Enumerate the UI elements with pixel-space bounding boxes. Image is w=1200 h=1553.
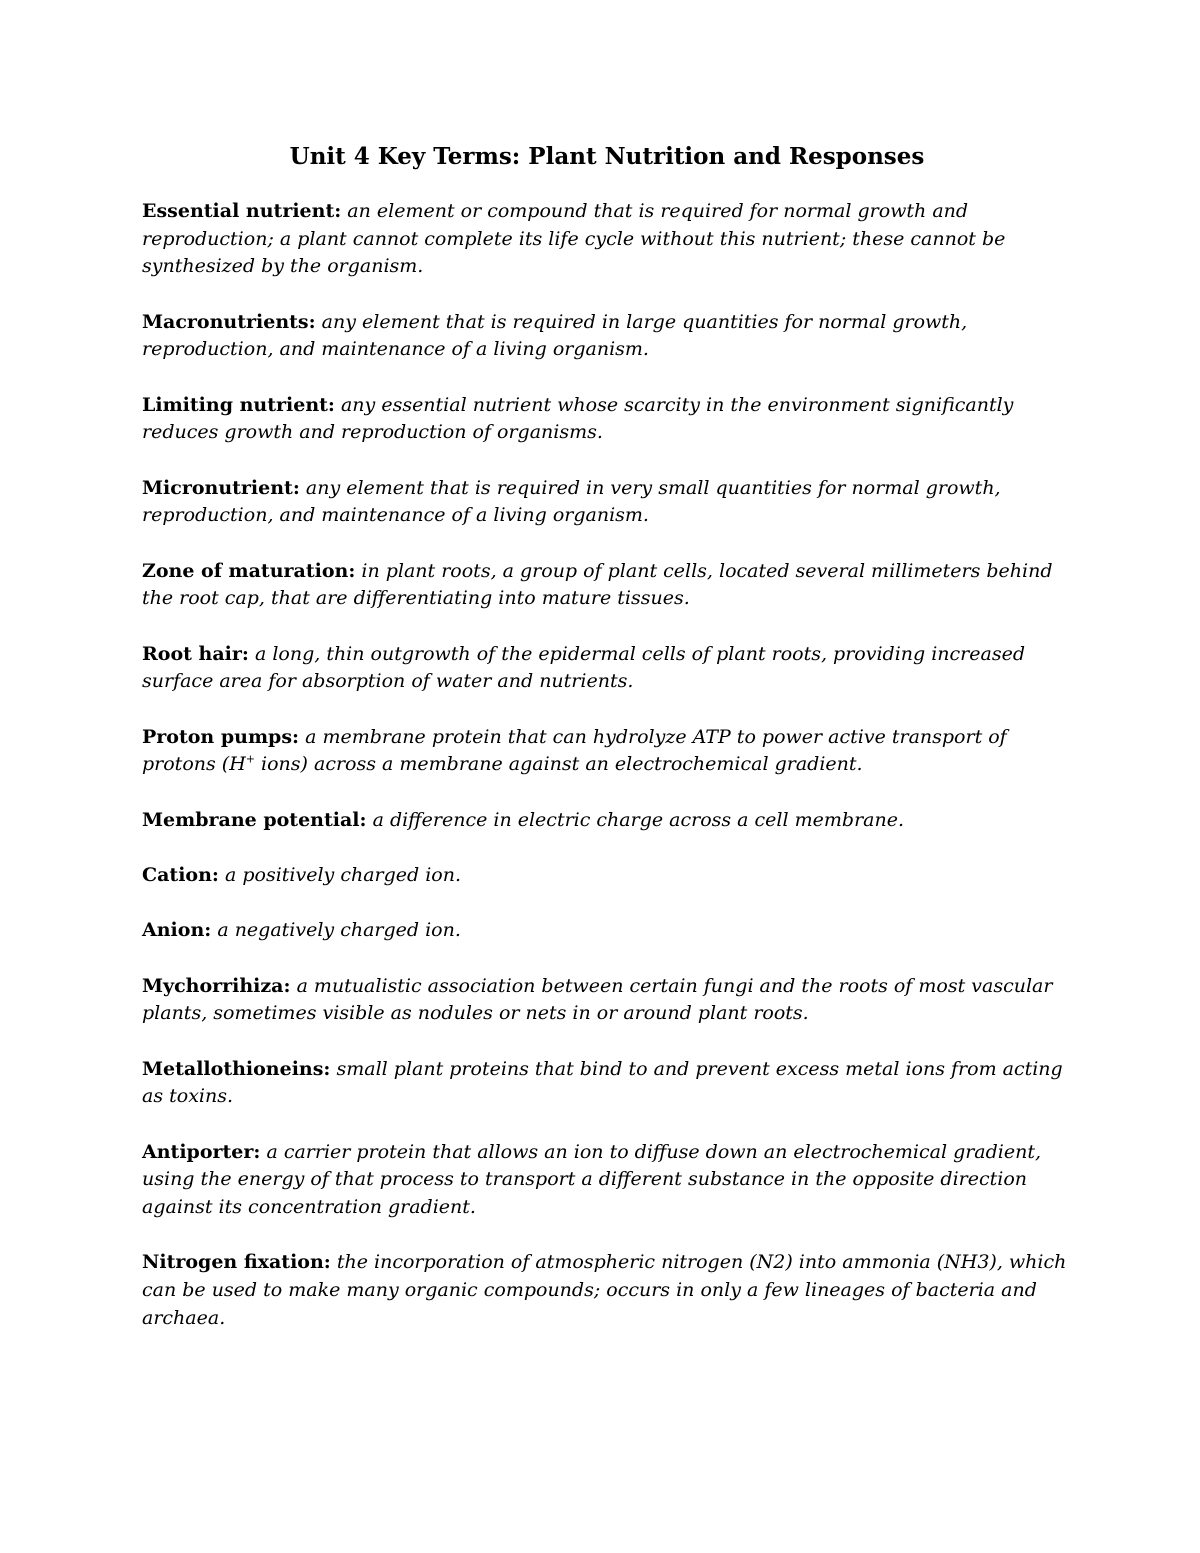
term-name: Essential nutrient: bbox=[142, 200, 342, 222]
term-definition: a long, thin outgrowth of the epidermal cells of plant roots, providing increased surface area for absorption of water and nutrients. bbox=[142, 642, 1025, 693]
term-definition: any essential nutrient whose scarcity in the environment significantly reduces growth and reproduction of organisms. bbox=[142, 393, 1014, 444]
term-name: Metallothioneins: bbox=[142, 1057, 331, 1080]
term-name: Zone of maturation: bbox=[142, 559, 356, 582]
term-zone-of-maturation bbox=[142, 558, 1072, 613]
term-definition: an element or compound that is required for normal growth and reproduction; a plant cannot complete its life cycle without this nutrient; these cannot be synthesized by the organism. bbox=[142, 200, 1006, 278]
term-essential-nutrient bbox=[142, 198, 1072, 281]
term-name: Membrane potential: bbox=[142, 808, 367, 831]
term-definition: small plant proteins that bind to and prevent excess metal ions from acting as toxins. bbox=[142, 1057, 1063, 1108]
term-definition: a positively charged ion. bbox=[224, 864, 462, 886]
term-name: Mychorrihiza: bbox=[142, 974, 291, 997]
term-macronutrients bbox=[142, 309, 1072, 364]
term-definition: a difference in electric charge across a cell membrane. bbox=[372, 808, 904, 831]
term-anion bbox=[142, 917, 1072, 945]
term-metallothioneins bbox=[142, 1056, 1072, 1111]
term-micronutrient bbox=[142, 475, 1072, 530]
term-nitrogen-fixation bbox=[142, 1249, 1072, 1332]
term-name: Macronutrients: bbox=[142, 310, 316, 333]
term-name: Antiporter: bbox=[142, 1140, 261, 1163]
term-definition: a mutualistic association between certain fungi and the roots of most vascular plants, sometimes visible as nodules or nets in or around plant roots. bbox=[142, 974, 1053, 1025]
term-definition: in plant roots, a group of plant cells, located several millimeters behind the root cap, that are differentiating into mature tissues. bbox=[142, 559, 1053, 610]
term-name: Root hair: bbox=[142, 642, 249, 665]
document-title: Unit 4 Key Terms: Plant Nutrition and Responses bbox=[289, 143, 925, 170]
term-definition: a carrier protein that allows an ion to diffuse down an electrochemical gradient, using the energy of that process to transport a different substance in the opposite direction against its concentration gradient. bbox=[142, 1140, 1042, 1218]
term-antiporter bbox=[142, 1139, 1072, 1222]
term-name: Proton pumps: bbox=[142, 725, 300, 748]
document-page bbox=[142, 140, 1072, 1360]
term-cation bbox=[142, 862, 1072, 890]
term-root-hair bbox=[142, 641, 1072, 696]
term-name: Limiting nutrient: bbox=[142, 393, 335, 416]
term-definition: any element that is required in very small quantities for normal growth, reproduction, and maintenance of a living organism. bbox=[142, 476, 1001, 527]
term-definition-part: a membrane protein that can hydrolyze ATP to power active transport of protons (H bbox=[142, 725, 1007, 776]
term-definition: the incorporation of atmospheric nitrogen (N2) into ammonia (NH3), which can be used to make many organic compounds; occurs in only a few lineages of bacteria and archaea. bbox=[142, 1251, 1067, 1329]
term-name: Cation: bbox=[142, 864, 219, 886]
term-definition: any element that is required in large quantities for normal growth, reproduction, and maintenance of a living organism. bbox=[142, 310, 968, 361]
term-proton-pumps bbox=[142, 724, 1072, 779]
term-name: Nitrogen fixation: bbox=[142, 1251, 331, 1274]
term-name: Anion: bbox=[142, 919, 212, 942]
term-definition: a negatively charged ion. bbox=[217, 919, 461, 942]
term-definition-part: ions) across a membrane against an electrochemical gradient. bbox=[255, 753, 863, 776]
superscript-plus: + bbox=[245, 753, 255, 767]
term-mychorrihiza bbox=[142, 973, 1072, 1028]
term-name: Micronutrient: bbox=[142, 476, 300, 499]
term-limiting-nutrient bbox=[142, 392, 1072, 447]
term-membrane-potential bbox=[142, 807, 1072, 835]
